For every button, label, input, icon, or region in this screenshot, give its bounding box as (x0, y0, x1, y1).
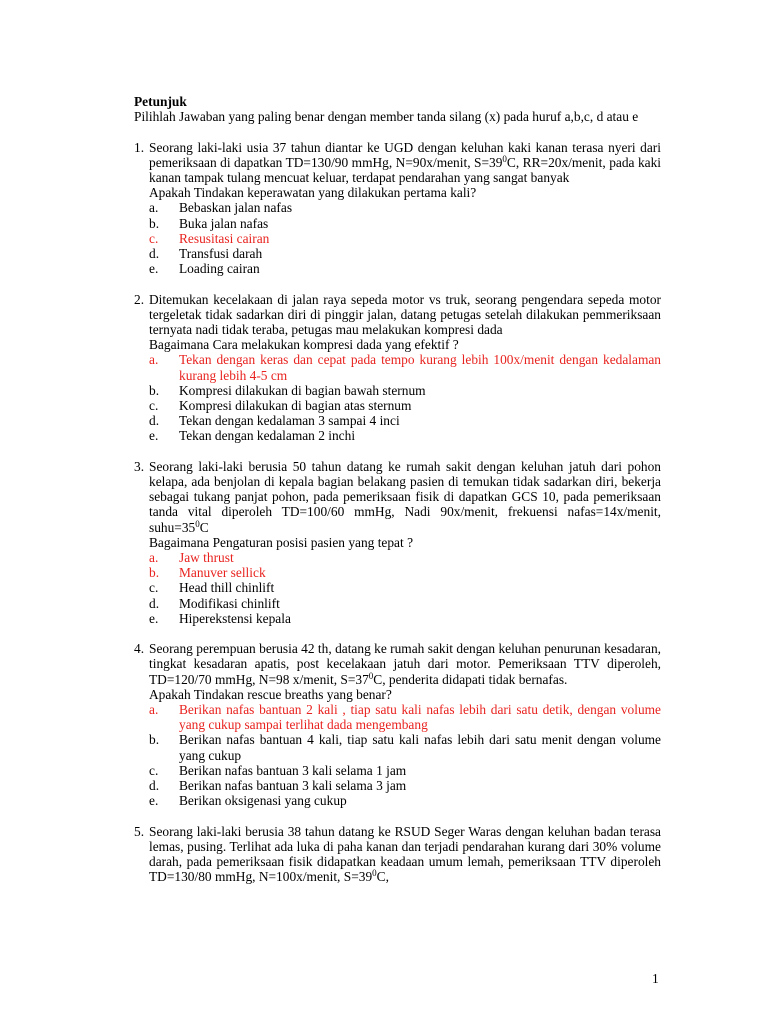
question-1 (134, 140, 661, 277)
question-number: 5. (134, 823, 145, 839)
option-label: a. (149, 550, 159, 566)
option-text: Manuver sellick (179, 565, 266, 581)
answer-option-c[interactable] (149, 763, 661, 778)
option-text: Bebaskan jalan nafas (179, 200, 293, 216)
option-text: Transfusi darah (179, 246, 263, 262)
answer-option-e[interactable] (149, 793, 661, 808)
option-label: e. (149, 428, 159, 444)
question-prompt: Apakah Tindakan keperawatan yang dilakukan pertama kali? (149, 185, 477, 201)
option-list (149, 702, 661, 808)
option-label: b. (149, 382, 160, 398)
question-stem: Seorang laki-laki usia 37 tahun diantar ke UGD dengan keluhan kaki kanan terasa nyeri dari pemeriksaan di dapatkan TD=130/90 mmHg, N=90x/menit, $S=39^0C$, RR=20x/menit, pada kaki kanan tampak tulang mencuat keluar, terdapat pendarahan yang sangat banyak (149, 139, 661, 185)
question-3 (134, 459, 661, 626)
answer-option-a[interactable] (149, 200, 661, 215)
question-5 (134, 824, 661, 885)
option-text: Kompresi dilakukan di bagian bawah sternum (179, 382, 426, 398)
option-text: Berikan nafas bantuan 2 kali , tiap satu kali nafas lebih dari satu detik, dengan volume yang cukup sampai terlihat dada mengembang (179, 702, 661, 733)
answer-option-e[interactable] (149, 261, 661, 276)
answer-option-a[interactable] (149, 550, 661, 565)
option-text: Tekan dengan keras dan cepat pada tempo kurang lebih 100x/menit dengan kedalaman kurang lebih 4-5 cm (179, 352, 661, 383)
answer-option-c[interactable] (149, 580, 661, 595)
document-body (134, 94, 661, 884)
question-stem: Seorang perempuan berusia 42 th, datang ke rumah sakit dengan keluhan penurunan kesadaran, tingkat kesadaran apatis, post kecelakaan jatuh dari motor. Pemeriksaan TTV diperoleh, TD=120/70 mmHg, N=98 x/menit, $S=37^0C$, penderita didapati tidak bernafas. (149, 641, 661, 687)
answer-option-b[interactable] (149, 732, 661, 762)
option-label: d. (149, 246, 160, 262)
option-text: Resusitasi cairan (179, 230, 270, 246)
question-prompt: Bagaimana Cara melakukan kompresi dada yang efektif ? (149, 337, 459, 353)
page-number: 1 (652, 971, 659, 986)
question-prompt: Bagaimana Pengaturan posisi pasien yang tepat ? (149, 534, 414, 550)
option-text: Berikan nafas bantuan 3 kali selama 3 jam (179, 778, 407, 794)
question-list (134, 140, 661, 885)
option-label: a. (149, 352, 159, 368)
question-prompt: Apakah Tindakan rescue breaths yang benar? (149, 686, 392, 702)
answer-option-b[interactable] (149, 383, 661, 398)
option-label: a. (149, 200, 159, 216)
question-stem: Seorang laki-laki berusia 38 tahun datang ke RSUD Seger Waras dengan keluhan badan terasa lemas, pusing. Terlihat ada luka di paha kanan dan terjadi pendarahan kurang dari 30% volume darah, pada pemeriksaan fisik didapatkan keadaan umum lemah, pemeriksaan TTV diperoleh TD=130/80 mmHg, N=100x/menit, $S=39^0C$, (149, 823, 661, 885)
option-text: Tekan dengan kedalaman 2 inchi (179, 428, 356, 444)
option-text: Hiperekstensi kepala (179, 610, 291, 626)
question-number: 4. (134, 641, 145, 657)
option-text: Berikan nafas bantuan 4 kali, tiap satu kali nafas lebih dari satu menit dengan volume yang cukup (179, 732, 661, 763)
option-label: c. (149, 398, 159, 414)
question-number: 3. (134, 458, 145, 474)
option-label: c. (149, 762, 159, 778)
option-label: d. (149, 778, 160, 794)
option-label: a. (149, 702, 159, 718)
question-number: 2. (134, 291, 145, 307)
answer-option-c[interactable] (149, 398, 661, 413)
option-label: e. (149, 610, 159, 626)
option-label: e. (149, 261, 159, 277)
option-list (149, 352, 661, 443)
answer-option-e[interactable] (149, 611, 661, 626)
answer-option-d[interactable] (149, 246, 661, 261)
option-label: b. (149, 565, 160, 581)
option-label: d. (149, 413, 160, 429)
question-number: 1. (134, 139, 145, 155)
option-text: Loading cairan (179, 261, 260, 277)
option-label: c. (149, 580, 159, 596)
option-list (149, 200, 661, 276)
option-text: Berikan nafas bantuan 3 kali selama 1 jam (179, 762, 407, 778)
option-label: b. (149, 732, 160, 748)
answer-option-d[interactable] (149, 413, 661, 428)
answer-option-b[interactable] (149, 565, 661, 580)
question-2 (134, 292, 661, 444)
option-text: Berikan oksigenasi yang cukup (179, 793, 347, 809)
answer-option-d[interactable] (149, 778, 661, 793)
option-label: b. (149, 215, 160, 231)
option-text: Tekan dengan kedalaman 3 sampai 4 inci (179, 413, 400, 429)
option-text: Buka jalan nafas (179, 215, 269, 231)
question-4 (134, 641, 661, 808)
answer-option-c[interactable] (149, 231, 661, 246)
answer-option-b[interactable] (149, 216, 661, 231)
question-stem: Ditemukan kecelakaan di jalan raya sepeda motor vs truk, seorang pengendara sepeda motor tergeletak tidak sadarkan diri di pinggir jalan, datang petugas setelah dilakukan pemmeriksaan ternyata nadi tidak teraba, petugas mau melakukan kompresi dada (149, 291, 661, 338)
option-label: c. (149, 230, 159, 246)
document-heading: Petunjuk (134, 94, 187, 109)
option-text: Head thill chinlift (179, 580, 275, 596)
answer-option-d[interactable] (149, 596, 661, 611)
option-text: Modifikasi chinlift (179, 595, 280, 611)
option-text: Jaw thrust (179, 550, 234, 566)
option-text: Kompresi dilakukan di bagian atas sternum (179, 398, 412, 414)
option-label: e. (149, 793, 159, 809)
option-label: d. (149, 595, 160, 611)
question-stem: Seorang laki-laki berusia 50 tahun datang ke rumah sakit dengan keluhan jatuh dari pohon kelapa, ada benjolan di kepala bagian belakang pasien di temukan tidak sadarkan diri, bekerja sebagai tukang panjat pohon, pada pemeriksaan fisik di dapatkan GCS 10, pada pemeriksaan tanda vital diperoleh TD=100/60 mmHg, Nadi 90x/menit, frekuensi nafas=14x/menit, $suhu=35^0C$ (149, 458, 661, 535)
answer-option-a[interactable] (149, 702, 661, 732)
answer-option-a[interactable] (149, 352, 661, 382)
document-instruction: Pilihlah Jawaban yang paling benar dengan member tanda silang (x) pada huruf a,b,c, d atau e (134, 109, 639, 125)
option-list (149, 550, 661, 626)
answer-option-e[interactable] (149, 428, 661, 443)
